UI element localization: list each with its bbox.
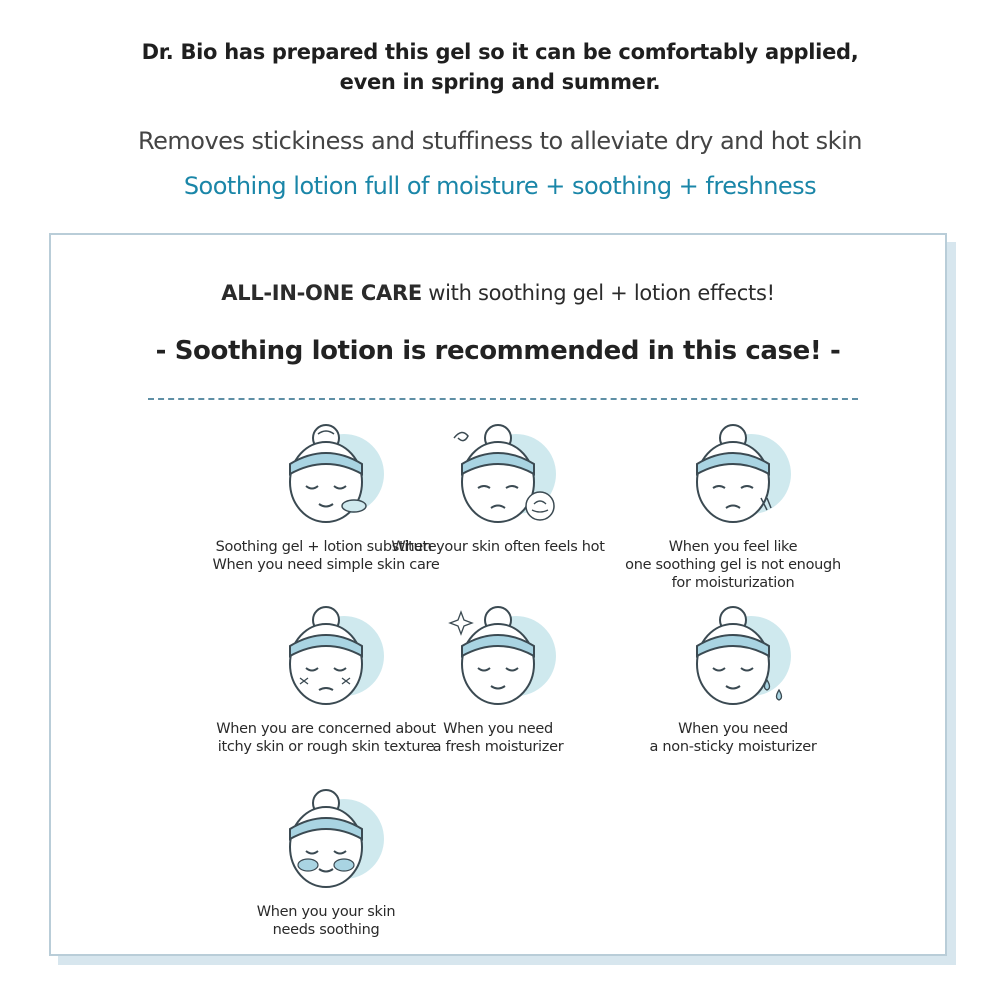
case-item-hot-skin xyxy=(383,420,613,556)
case-caption-line: When you your skin xyxy=(256,904,396,920)
face-fresh-sparkle-icon xyxy=(428,602,568,712)
case-caption-line: itchy skin or rough skin texture xyxy=(217,739,435,755)
dashed-divider xyxy=(148,398,858,400)
case-caption xyxy=(383,720,613,756)
face-feeling-hot-icon xyxy=(428,420,568,530)
case-caption-line: one soothing gel is not enough xyxy=(625,557,841,573)
case-caption-line: When your skin often feels hot xyxy=(391,539,605,555)
intro-line-2: even in spring and summer. xyxy=(339,70,661,94)
recommendation-card xyxy=(49,233,947,956)
case-caption-line: When you need xyxy=(678,721,788,737)
face-soothing-patches-icon xyxy=(256,785,396,895)
face-water-drops-icon xyxy=(663,602,803,712)
card-title: - Soothing lotion is recommended in this case! - xyxy=(155,336,841,366)
case-caption xyxy=(383,538,613,556)
case-caption-line: a non-sticky moisturizer xyxy=(649,739,817,755)
case-item-non-sticky xyxy=(618,602,848,756)
case-item-not-enough-moisture xyxy=(618,420,848,592)
case-caption-line: a fresh moisturizer xyxy=(432,739,564,755)
face-itchy-skin-icon xyxy=(256,602,396,712)
case-caption xyxy=(211,903,441,939)
card-heading-strong: ALL-IN-ONE CARE xyxy=(221,281,422,305)
case-caption-line: When you need simple skin care xyxy=(212,557,440,573)
case-caption xyxy=(618,538,848,592)
face-with-lotion-icon xyxy=(256,420,396,530)
case-caption-line: When you feel like xyxy=(668,539,798,555)
face-dry-skin-icon xyxy=(663,420,803,530)
subtitle-line-2: Soothing lotion full of moisture + soothing + freshness xyxy=(183,172,817,200)
case-item-needs-soothing xyxy=(211,785,441,939)
case-caption-line: When you need xyxy=(443,721,553,737)
case-item-fresh-moisturizer xyxy=(383,602,613,756)
case-caption-line: for moisturization xyxy=(671,575,795,591)
case-caption-line: When you are concerned about xyxy=(216,721,436,737)
subtitle-line-1: Removes stickiness and stuffiness to alleviate dry and hot skin xyxy=(138,127,862,155)
card-heading-rest: with soothing gel + lotion effects! xyxy=(421,281,775,305)
case-caption-line: needs soothing xyxy=(272,922,380,938)
case-caption xyxy=(618,720,848,756)
case-caption-line: Soothing gel + lotion substitute xyxy=(215,539,437,555)
card-heading xyxy=(51,281,945,305)
intro-line-1: Dr. Bio has prepared this gel so it can be comfortably applied, xyxy=(141,40,859,64)
